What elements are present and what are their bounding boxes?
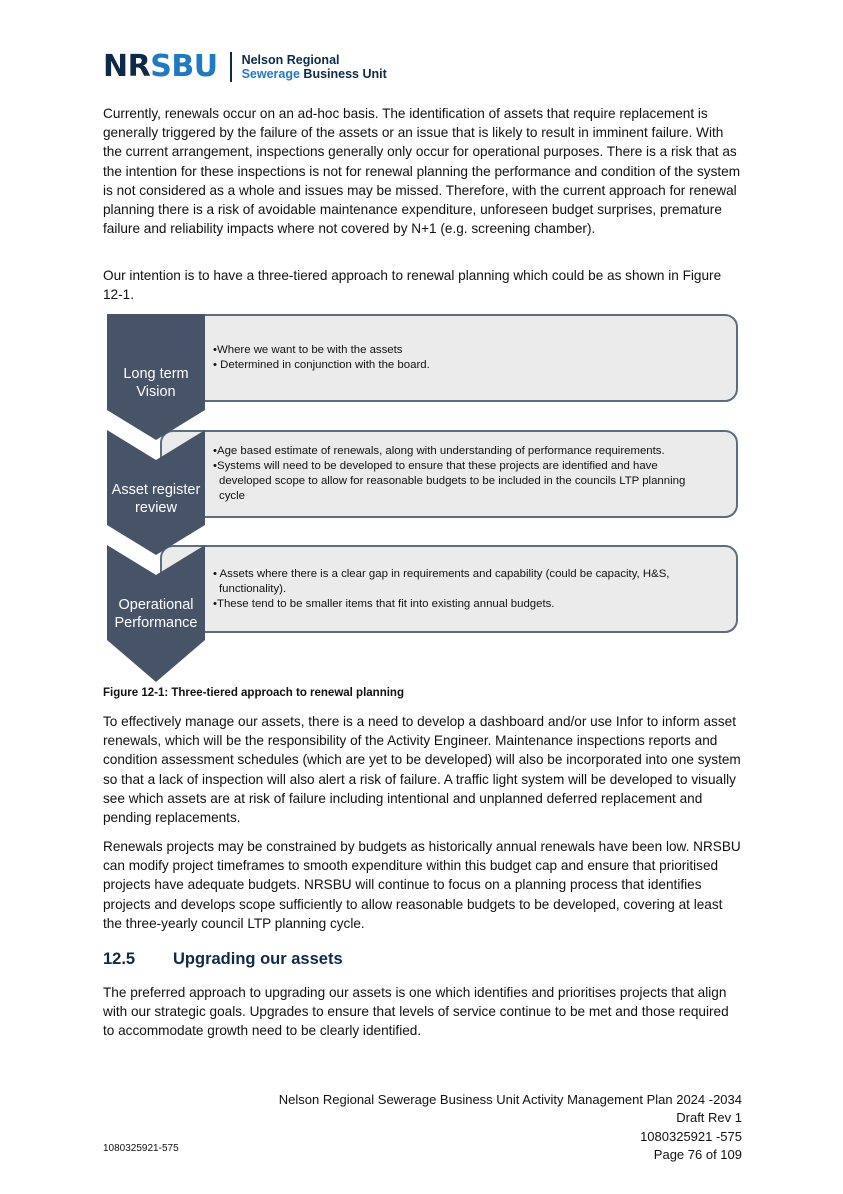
page-footer <box>279 1091 742 1165</box>
footer-revision: Draft Rev 1 <box>676 1110 742 1126</box>
tier-1-bullets <box>213 343 728 373</box>
tier-3-label-line-2: Performance <box>114 615 198 631</box>
tier-2-bullets <box>213 444 728 504</box>
logo-line-2-sewerage: Sewerage <box>241 67 300 81</box>
tier-2-bullet-1: •Age based estimate of renewals, along with understanding of performance requirements. <box>213 445 665 457</box>
tier-2-label-line-2: review <box>135 500 177 516</box>
paragraph-three-tier-intent: Our intention is to have a three-tiered approach to renewal planning which could be as shown in Figure 12-1. <box>103 268 722 303</box>
logo-wordmark-nr: NR <box>103 49 151 84</box>
tier-2-label-line-1: Asset register <box>111 482 201 498</box>
tier-3-label-line-1: Operational <box>118 597 194 613</box>
paragraph-renewals-current: Currently, renewals occur on an ad-hoc basis. The identification of assets that require replacement is generally triggered by the failure of the assets or an issue that is likely to result in imminent failure. With the current arrangement, inspections generally only occur for operational purposes. There is a risk that as the intention for these inspections is not for renewal planning the performance and condition of the system is not considered as a whole and issues may be missed. Therefore, with the current approach for renewal planning there is a risk of avoidable maintenance expenditure, unforeseen budget surprises, premature failure and reliability impacts where not covered by N+1 (e.g. screening chamber). <box>103 106 741 237</box>
tier-2-label <box>104 481 208 517</box>
tier-1-label <box>104 365 208 401</box>
tier-3-bullet-1: • Assets where there is a clear gap in requirements and capability (could be capacity, H&S, <box>213 568 670 580</box>
tier-1-label-line-1: Long term <box>123 366 189 382</box>
footer-doc-number: 1080325921 -575 <box>640 1128 742 1144</box>
logo-line-2-rest: Business Unit <box>299 67 387 81</box>
logo-line-1: Nelson Regional <box>241 53 340 67</box>
paragraph-budget-constraints: Renewals projects may be constrained by budgets as historically annual renewals have been low. NRSBU can modify project timeframes to smooth expenditure within this budget cap and ensure that prioritised projects have adequate budgets. NRSBU will continue to focus on a planning process that identifies projects and develops scope sufficiently to allow reasonable budgets to be developed, covering at least the three-yearly council LTP planning cycle. <box>103 839 741 931</box>
section-title: Upgrading our assets <box>173 950 343 968</box>
tier-2-bullet-2-cont-2: cycle <box>219 490 245 502</box>
tier-3-bullet-1-cont: functionality). <box>219 583 287 595</box>
tier-1-label-line-2: Vision <box>136 384 176 400</box>
tier-1-bullet-2: • Determined in conjunction with the board. <box>213 359 430 371</box>
paragraph-dashboard: To effectively manage our assets, there is a need to develop a dashboard and/or use Infor to inform asset renewals, which will be the responsibility of the Activity Engineer. Maintenance inspections reports and condition assessment schedules (which are yet to be developed) will also be incorporated into one system so that a lack of inspection will also alert a risk of failure. A traffic light system will be developed to visually see which assets are at risk of failure including intentional and unplanned deferred replacement and pending replacements. <box>103 714 741 826</box>
tier-3-bullets <box>213 567 728 612</box>
footer-plan-title: Nelson Regional Sewerage Business Unit Activity Management Plan 2024 -2034 <box>278 1092 742 1107</box>
tier-2-bullet-2: •Systems will need to be developed to ensure that these projects are identified and have <box>213 460 658 472</box>
tier-1-bullet-1: •Where we want to be with the assets <box>213 344 403 356</box>
paragraph-upgrading: The preferred approach to upgrading our assets is one which identifies and prioritises projects that align with our strategic goals. Upgrades to ensure that levels of service continue to be met and those required to accommodate growth need to be clearly identified. <box>103 985 729 1039</box>
tier-3-bullet-2: •These tend to be smaller items that fit into existing annual budgets. <box>213 598 555 610</box>
section-number: 12.5 <box>103 950 136 968</box>
footer-doc-ref: 1080325921-575 <box>103 1143 179 1154</box>
tier-2-bullet-2-cont-1: developed scope to allow for reasonable budgets to be included in the councils LTP planning <box>219 475 686 487</box>
section-heading <box>103 950 343 969</box>
footer-page-number: Page 76 of 109 <box>653 1147 742 1163</box>
tier-3-label <box>104 596 208 632</box>
figure-caption: Figure 12-1: Three-tiered approach to renewal planning <box>103 687 404 699</box>
logo-wordmark-sbu: SBU <box>150 49 218 84</box>
